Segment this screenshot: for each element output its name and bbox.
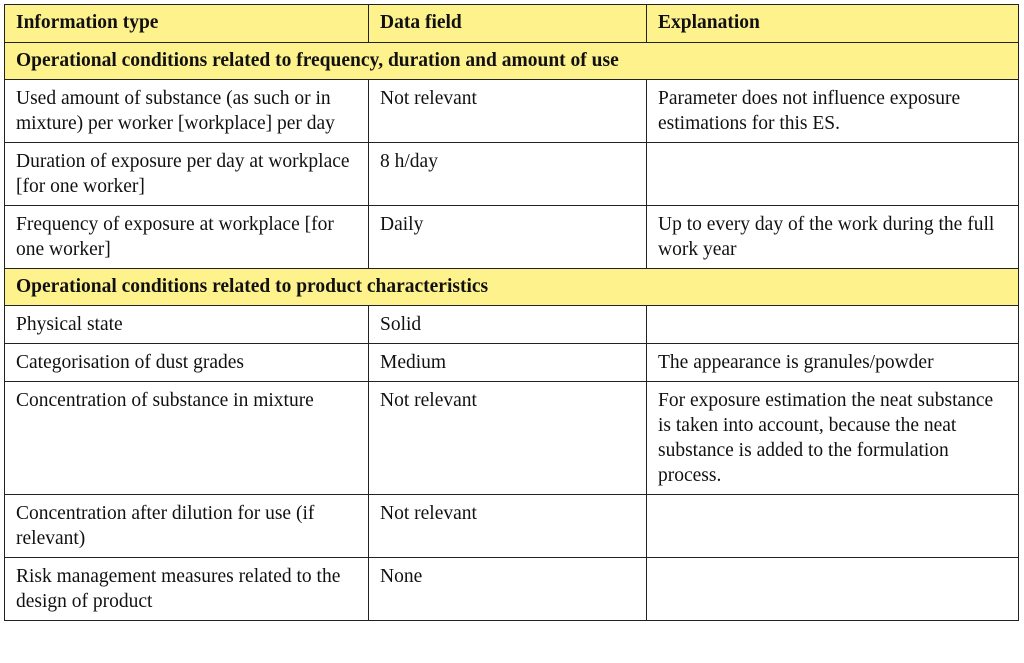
cell-information-type: Frequency of exposure at workplace [for one worker] bbox=[5, 206, 369, 269]
section-row-product-characteristics bbox=[5, 269, 1019, 306]
table-row bbox=[5, 344, 1019, 382]
cell-information-type: Concentration of substance in mixture bbox=[5, 382, 369, 495]
table-row bbox=[5, 143, 1019, 206]
section-row-frequency-duration bbox=[5, 43, 1019, 80]
cell-information-type: Categorisation of dust grades bbox=[5, 344, 369, 382]
cell-data-field: Solid bbox=[369, 306, 647, 344]
cell-explanation bbox=[647, 143, 1019, 206]
cell-information-type: Risk management measures related to the design of product bbox=[5, 558, 369, 621]
cell-data-field: 8 h/day bbox=[369, 143, 647, 206]
cell-information-type: Used amount of substance (as such or in mixture) per worker [workplace] per day bbox=[5, 80, 369, 143]
table-row bbox=[5, 495, 1019, 558]
table-row bbox=[5, 558, 1019, 621]
cell-explanation: For exposure estimation the neat substance is taken into account, because the neat substance is added to the formulation process. bbox=[647, 382, 1019, 495]
cell-data-field: Not relevant bbox=[369, 80, 647, 143]
section-title: Operational conditions related to product characteristics bbox=[5, 269, 1019, 306]
cell-information-type: Physical state bbox=[5, 306, 369, 344]
table-row bbox=[5, 206, 1019, 269]
cell-data-field: None bbox=[369, 558, 647, 621]
table-row bbox=[5, 382, 1019, 495]
cell-explanation: Up to every day of the work during the full work year bbox=[647, 206, 1019, 269]
cell-explanation bbox=[647, 306, 1019, 344]
cell-data-field: Not relevant bbox=[369, 495, 647, 558]
table-row bbox=[5, 306, 1019, 344]
cell-information-type: Concentration after dilution for use (if relevant) bbox=[5, 495, 369, 558]
cell-information-type: Duration of exposure per day at workplace [for one worker] bbox=[5, 143, 369, 206]
header-information-type: Information type bbox=[5, 5, 369, 43]
cell-data-field: Medium bbox=[369, 344, 647, 382]
cell-explanation bbox=[647, 558, 1019, 621]
section-title: Operational conditions related to frequency, duration and amount of use bbox=[5, 43, 1019, 80]
cell-explanation: Parameter does not influence exposure estimations for this ES. bbox=[647, 80, 1019, 143]
cell-explanation bbox=[647, 495, 1019, 558]
cell-data-field: Not relevant bbox=[369, 382, 647, 495]
table-row bbox=[5, 80, 1019, 143]
header-row bbox=[5, 5, 1019, 43]
exposure-conditions-table bbox=[4, 4, 1019, 621]
header-data-field: Data field bbox=[369, 5, 647, 43]
header-explanation: Explanation bbox=[647, 5, 1019, 43]
cell-data-field: Daily bbox=[369, 206, 647, 269]
cell-explanation: The appearance is granules/powder bbox=[647, 344, 1019, 382]
